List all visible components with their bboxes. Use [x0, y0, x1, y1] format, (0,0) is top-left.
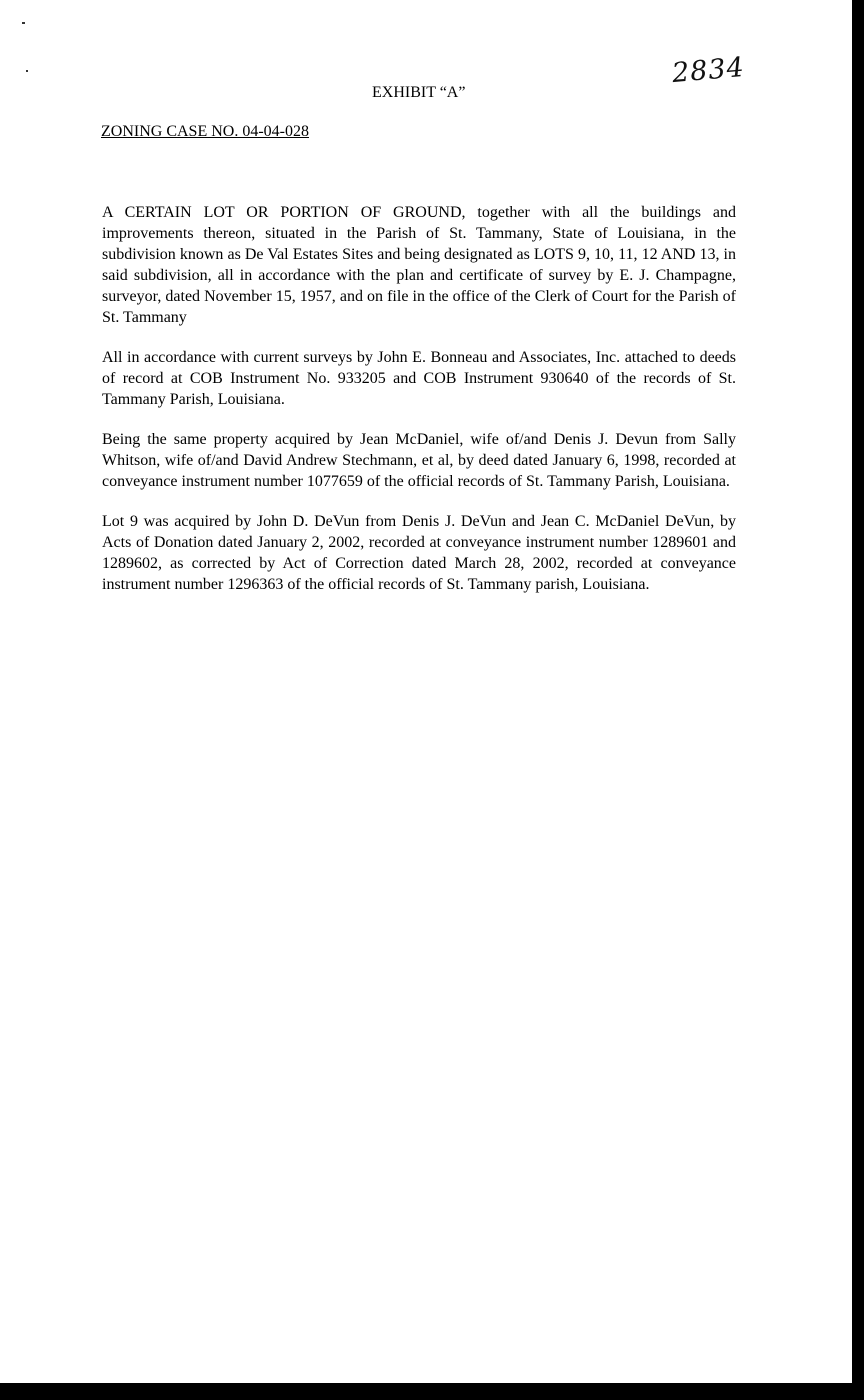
zoning-case-number: ZONING CASE NO. 04-04-028	[101, 123, 309, 140]
paragraph-lot-description: A CERTAIN LOT OR PORTION OF GROUND, together with all the buildings and improvements thereon, situated in the Parish of St. Tammany, State of Louisiana, in the subdivision known as De Val Estates Sites and being designated as LOTS 9, 10, 11, 12 AND 13, in said subdivision, all in accordance with the plan and certificate of survey by E. J. Champagne, surveyor, dated November 15, 1957, and on file in the office of the Clerk of Court for the Parish of St. Tammany	[102, 204, 736, 326]
exhibit-title: EXHIBIT “A”	[372, 84, 466, 101]
scan-speck	[26, 70, 28, 72]
paragraph-surveys: All in accordance with current surveys by John E. Bonneau and Associates, Inc. attached to deeds of record at COB Instrument No. 933205 and COB Instrument 930640 of the records of St. Tammany Parish, Louisiana.	[102, 349, 736, 408]
scan-speck	[22, 22, 25, 24]
legal-description	[102, 202, 736, 614]
handwritten-page-number: 2834	[670, 51, 746, 90]
paragraph-acquisition: Being the same property acquired by Jean McDaniel, wife of/and Denis J. Devun from Sally Whitson, wife of/and David Andrew Stechmann, et al, by deed dated January 6, 1998, recorded at conveyance instrument number 1077659 of the official records of St. Tammany Parish, Louisiana.	[102, 431, 736, 490]
paragraph-lot-9: Lot 9 was acquired by John D. DeVun from Denis J. DeVun and Jean C. McDaniel DeVun, by Acts of Donation dated January 2, 2002, recorded at conveyance instrument number 1289601 and 1289602, as corrected by Act of Correction dated March 28, 2002, recorded at conveyance instrument number 1296363 of the official records of St. Tammany parish, Louisiana.	[102, 513, 736, 593]
